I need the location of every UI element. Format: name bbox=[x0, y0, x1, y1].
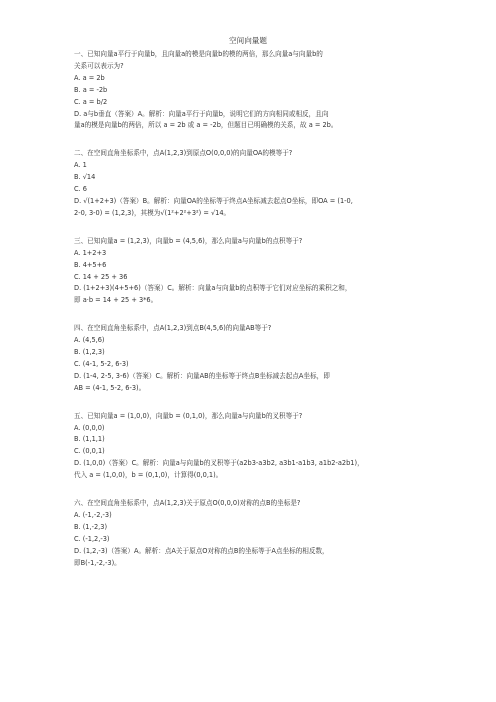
question-6-explanation: 即B(-1,-2,-3)。 bbox=[74, 558, 121, 567]
document-title: 空间向量题 bbox=[229, 36, 267, 45]
question-1-option-a: A. a = 2b bbox=[74, 73, 105, 82]
question-1-stem: 一、已知向量a平行于向量b，且向量a的模是向量b的模的两倍，那么向量a与向量b的 bbox=[74, 50, 323, 58]
question-5-stem: 五、已知向量a = (1,0,0)，向量b = (0,1,0)，那么向量a与向量b的叉积等于? bbox=[74, 411, 303, 420]
question-4-option-c: C. (4-1, 5-2, 6-3) bbox=[74, 359, 129, 368]
question-5-option-c: C. (0,0,1) bbox=[74, 447, 105, 456]
question-2-explanation: 2-0, 3-0) = (1,2,3)，其模为√(1²+2²+3²) = √14。 bbox=[74, 208, 231, 217]
question-3-option-a: A. 1+2+3 bbox=[74, 248, 107, 257]
question-3-stem: 三、已知向量a = (1,2,3)，向量b = (4,5,6)，那么向量a与向量b的点积等于? bbox=[74, 236, 303, 245]
question-4 bbox=[74, 323, 427, 394]
question-2-stem: 二、在空间直角坐标系中，点A(1,2,3)到原点O(0,0,0)的向量OA的模等于? bbox=[74, 149, 293, 158]
question-6-option-b: B. (1,-2,3) bbox=[74, 522, 108, 531]
question-3-explanation: 即 a·b = 14 + 25 + 3*6。 bbox=[74, 296, 158, 305]
question-1-option-d-answer: D. a与b垂直（答案）A。解析：向量a平行于向量b，说明它们的方向相同或相反，且向 bbox=[74, 109, 329, 118]
question-6-option-d-answer: D. (1,2,-3)（答案）A。解析：点A关于原点O对称的点B的坐标等于A点坐标的相反数， bbox=[74, 546, 329, 555]
question-6-option-a: A. (-1,-2,-3) bbox=[74, 511, 112, 519]
question-2-option-b: B. √14 bbox=[74, 173, 96, 182]
question-2 bbox=[74, 148, 427, 219]
question-5-option-a: A. (0,0,0) bbox=[74, 423, 105, 432]
question-3-option-d-answer: D. (1+2+3)(4+5+6)（答案）C。解析：向量a与向量b的点积等于它们对应坐标的乘积之和， bbox=[74, 284, 352, 293]
question-1 bbox=[74, 49, 427, 132]
question-4-explanation: AB = (4-1, 5-2, 6-3)。 bbox=[74, 383, 146, 392]
question-6-option-c: C. (-1,2,-3) bbox=[74, 534, 110, 543]
question-4-option-b: B. (1,2,3) bbox=[74, 348, 105, 357]
document-body bbox=[74, 49, 427, 570]
question-2-option-d-answer: D. √(1+2+3)（答案）B。解析：向量OA的坐标等于终点A坐标减去起点O坐标，即OA = (1-0, bbox=[74, 196, 353, 205]
question-3-option-b: B. 4+5+6 bbox=[74, 260, 107, 269]
question-1-stem-cont: 关系可以表示为? bbox=[74, 61, 124, 70]
question-5-explanation: 代入 a = (1,0,0)，b = (0,1,0)，计算得(0,0,1)。 bbox=[74, 471, 223, 480]
question-1-explanation: 量a的模是向量b的两倍，所以 a = 2b 或 a = -2b，但题目已明确模的关系，故 a = 2b。 bbox=[74, 121, 338, 130]
question-5-option-d-answer: D. (1,0,0)（答案）C。解析：向量a与向量b的叉积等于(a2b3-a3b2, a3b1-a1b3, a1b2-a2b1)， bbox=[74, 459, 364, 468]
question-4-option-a: A. (4,5,6) bbox=[74, 336, 105, 345]
question-1-option-b: B. a = -2b bbox=[74, 85, 108, 94]
question-6-stem: 六、在空间直角坐标系中，点A(1,2,3)关于原点O(0,0,0)对称的点B的坐标是? bbox=[74, 499, 301, 508]
question-4-option-d-answer: D. (1-4, 2-5, 3-6)（答案）C。解析：向量AB的坐标等于终点B坐标减去起点A坐标，即 bbox=[74, 371, 330, 380]
question-4-stem: 四、在空间直角坐标系中，点A(1,2,3)到点B(4,5,6)的向量AB等于? bbox=[74, 324, 272, 333]
question-3 bbox=[74, 236, 427, 307]
question-5 bbox=[74, 411, 427, 482]
question-6 bbox=[74, 498, 427, 569]
question-3-option-c: C. 14 + 25 + 36 bbox=[74, 272, 128, 281]
question-1-option-c: C. a = b/2 bbox=[74, 97, 108, 106]
question-5-option-b: B. (1,1,1) bbox=[74, 435, 105, 444]
question-2-option-a: A. 1 bbox=[74, 161, 87, 170]
question-2-option-c: C. 6 bbox=[74, 185, 87, 194]
